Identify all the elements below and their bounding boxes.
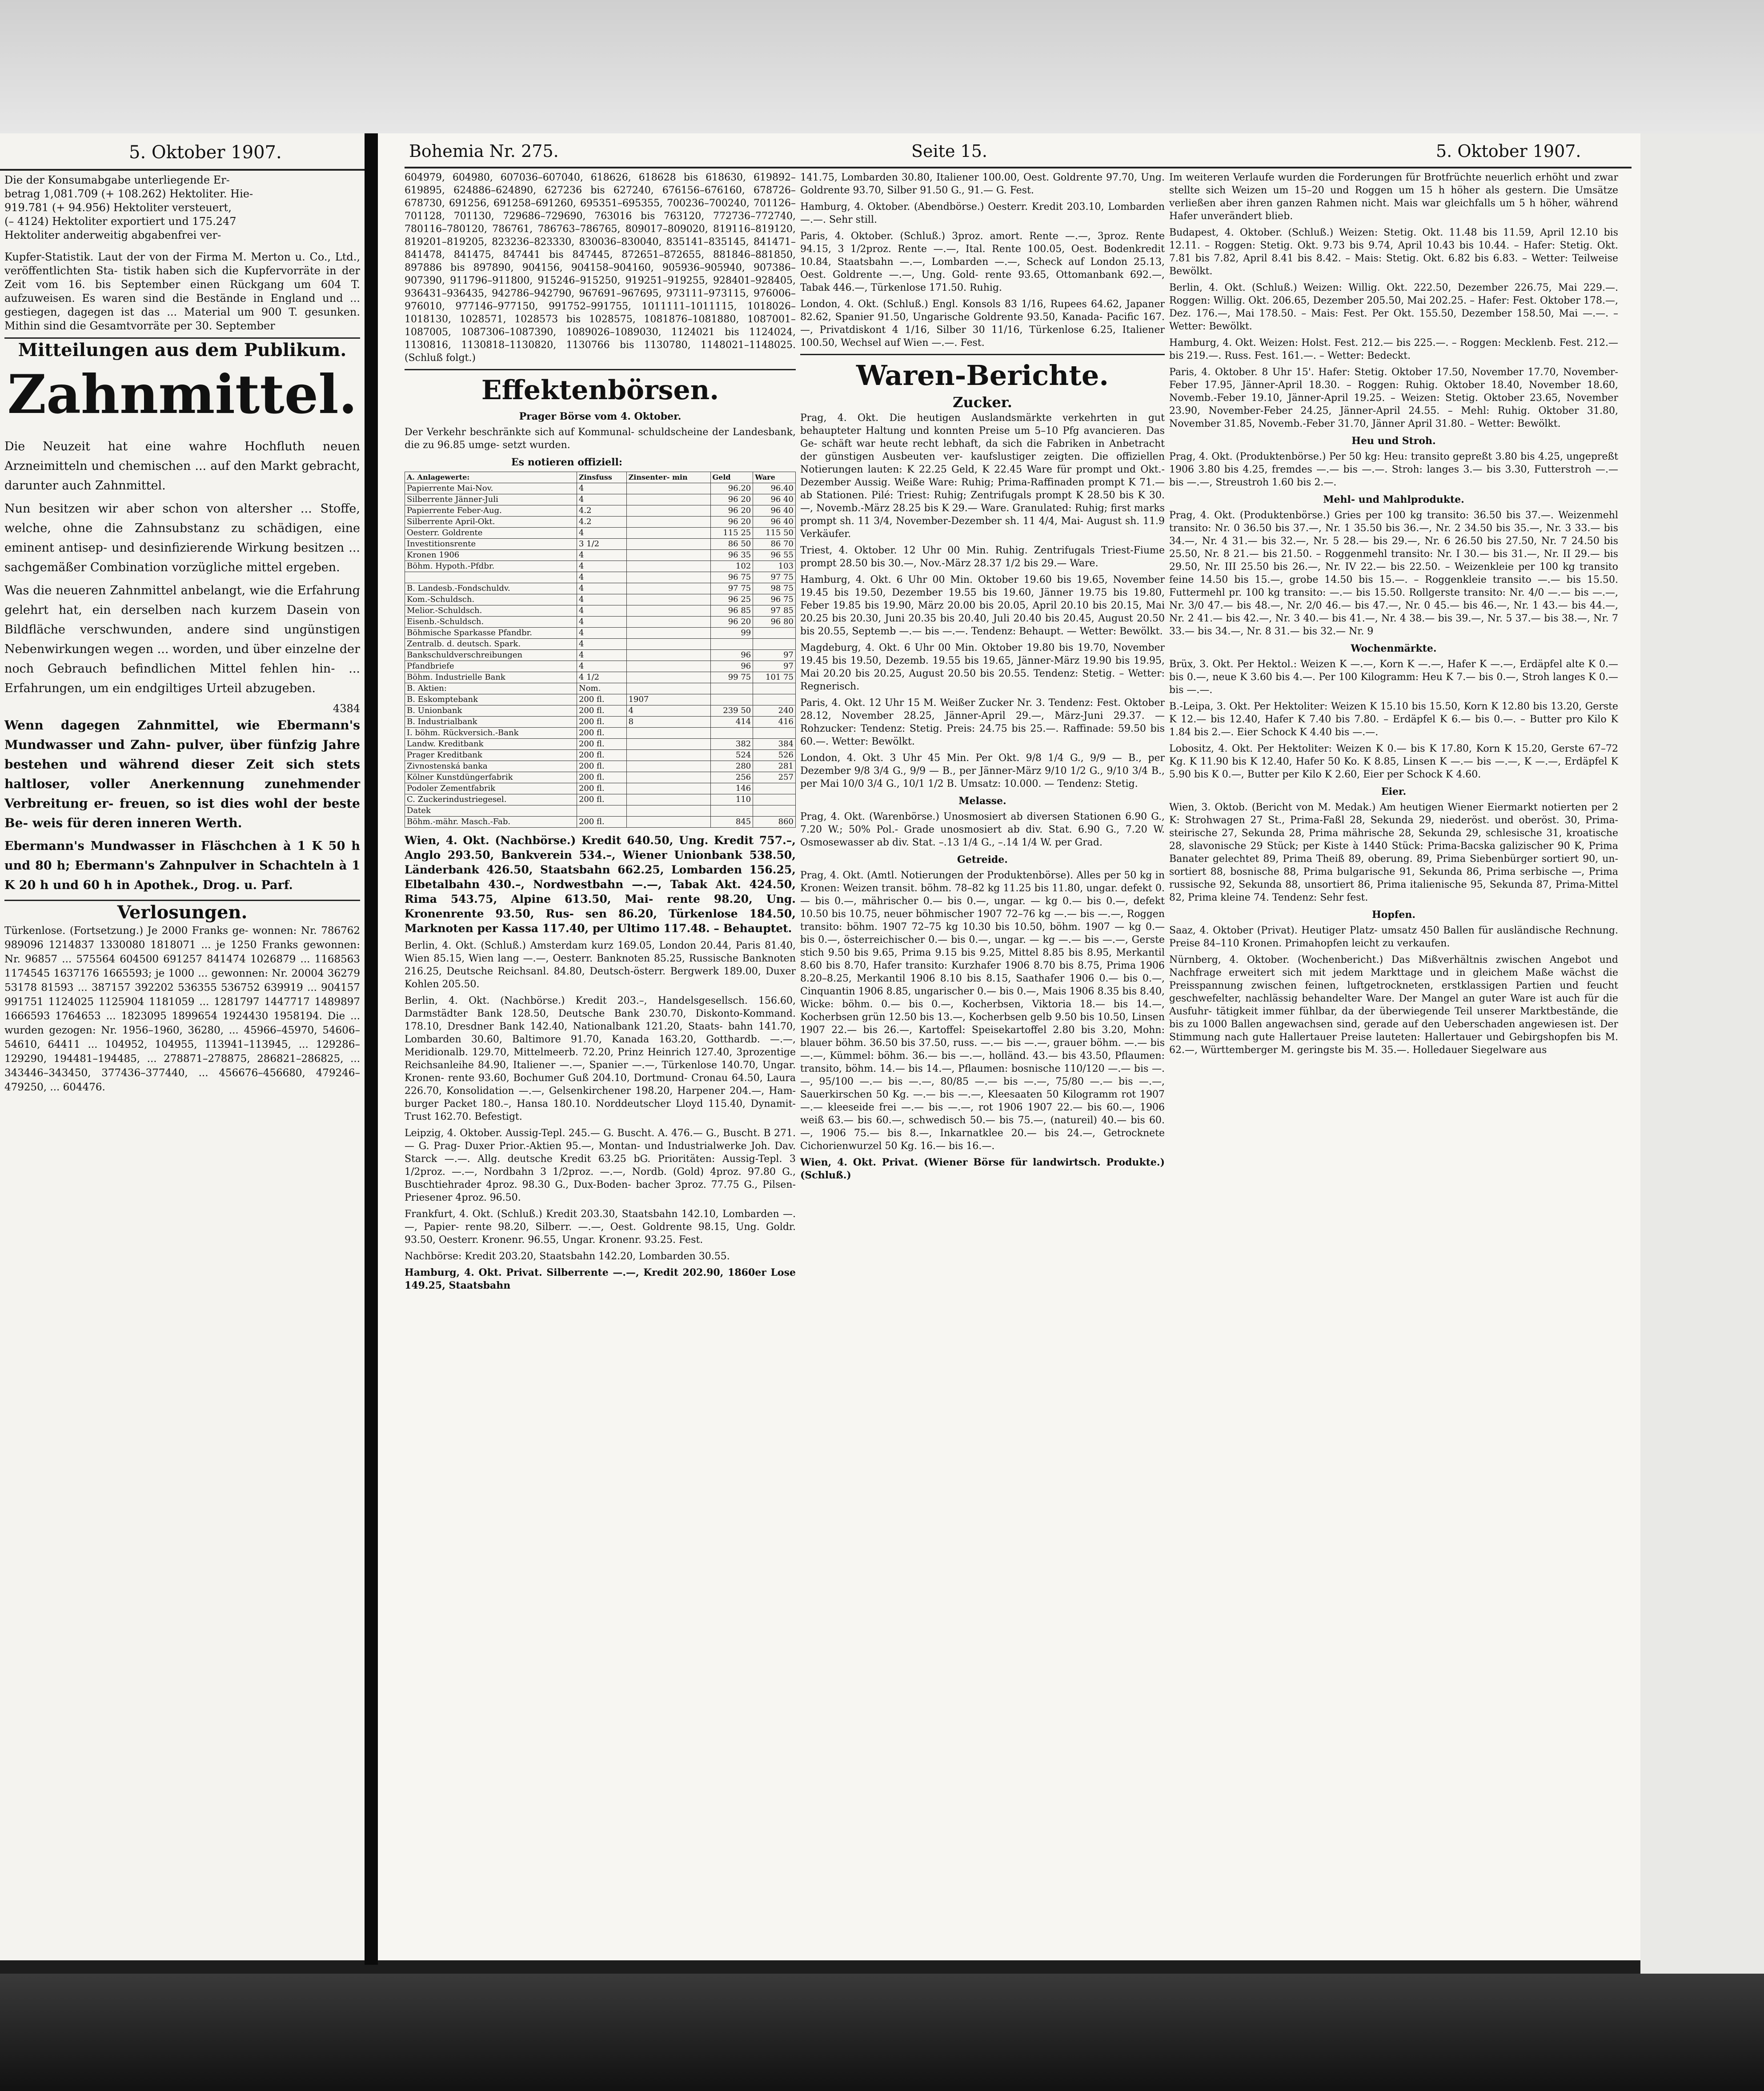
frankfurt-nachboerse: Nachbörse: Kredit 203.20, Staatsbahn 142.20, Lombarden 30.55. xyxy=(405,1251,730,1262)
section-divider xyxy=(4,337,360,339)
table-cell: 96 55 xyxy=(753,550,796,561)
hamburg-zucker: Hamburg, 4. Okt. 6 Uhr 00 Min. Oktober 19.60 bis 19.65, November 19.45 bis 19.50, Dezember 19.55 bis 19.60, Jänner 19.75 bis 19.80, Feber 19.85 bis 19.90, März 20.00 bis 20.05, April 20.10 bis 20.15, Mai 20.25 bis 20.30, Juni 20.35 bis 20.40, Juli 20.40 bis 20.45, August 20.50 bis 20.55, Septemb —.— bis —.—. Tendenz: Behaupt. — Wetter: Bewölkt. xyxy=(800,574,1165,637)
paris-zucker: Paris, 4. Okt. 12 Uhr 15 M. Weißer Zucker Nr. 3. Tendenz: Fest. Oktober 28.12, November 28.25, Jänner-April 29.—, März-Juni 29.37. — Rohzucker: Tendenz: Stetig. Preis: 24.75 bis 25.—. Raffinade: 59.50 bis 60.—. Wetter: Bewölkt. xyxy=(800,697,1165,747)
table-cell: 96.40 xyxy=(753,483,796,494)
table-cell: Böhmische Sparkasse Pfandbr. xyxy=(405,628,577,639)
table-cell: B. Landesb.-Fondschuldv. xyxy=(405,583,577,594)
page-header-center: Seite 15. xyxy=(911,141,987,161)
hamburg-privat: Hamburg, 4. Okt. Privat. Silberrente —.—, Kredit 202.90, 1860er Lose 149.25, Staatsbahn xyxy=(405,1267,796,1291)
table-cell: 200 fl. xyxy=(577,783,626,794)
table-cell: 4 xyxy=(577,494,626,505)
table-cell: B. Unionbank xyxy=(405,705,577,717)
table-cell: 200 fl. xyxy=(577,694,626,705)
leipa-report: B.-Leipa, 3. Okt. Per Hektoliter: Weizen K 15.10 bis 15.50, Korn K 12.80 bis 13.20, Gerste K 12.— bis 12.40, Hafer K 7.40 bis 7.80. – Erdäpfel K 6.— bis 0.—. – Butter pro Kilo K 1.84 bis 2.—. Eier Schock K 4.40 bis —.—. xyxy=(1169,701,1618,738)
column-3 xyxy=(1169,171,1618,1060)
table-cell xyxy=(626,494,710,505)
table-row xyxy=(405,628,796,639)
table-cell: Papierrente Mai-Nov. xyxy=(405,483,577,494)
table-cell xyxy=(626,661,710,672)
table-row xyxy=(405,517,796,528)
berlin-nachboerse: Berlin, 4. Okt. (Nachbörse.) Kredit 203.–, Handelsgesellsch. 156.60, Darmstädter Bank 128.50, Deutsche Bank 230.70, Diskonto-Kommand. 178.10, Dresdner Bank 142.40, Nationalbank 121.20, Staats- bahn 141.70, Lombarden 30.60, Baltimore 91.70, Kanada 163.20, Gotthardb. —.—, Meridionalb. 129.70, Mittelmeerb. 72.20, Prinz Heinrich 127.40, 3prozentige Reichsanleihe 84.90, Italiener —.—, Spanier —.—, Türkenlose 140.70, Ungar. Kronen- rente 93.60, Bochumer Guß 204.10, Dortmund- Cronau 64.50, Laura 226.70, Konsolidation —.—, Gelsenkirchener 198.20, Harpener 204.—, Ham- burger Packet 180.–, Hansa 180.10. Norddeutscher Lloyd 115.40, Dynamit-Trust 162.70. Befestigt. xyxy=(405,995,796,1122)
table-cell: 240 xyxy=(753,705,796,717)
table-cell: Kronen 1906 xyxy=(405,550,577,561)
table-row xyxy=(405,794,796,805)
table-cell: Zivnostenská banka xyxy=(405,761,577,772)
table-row xyxy=(405,817,796,828)
table-cell: 4 xyxy=(577,583,626,594)
intro-line: betrag 1,081.709 (+ 108.262) Hektoliter. Hie- xyxy=(4,188,253,200)
table-cell: 96.20 xyxy=(710,483,753,494)
table-cell: 382 xyxy=(710,739,753,750)
table-cell: 4 xyxy=(577,661,626,672)
waren-berichte-title: Waren-Berichte. xyxy=(856,359,1109,392)
header-rule xyxy=(0,169,365,171)
mehl-report: Prag, 4. Okt. (Produktenbörse.) Gries per 100 kg transito: 36.50 bis 37.—. Weizenmehl transito: Nr. 0 36.50 bis 37.—, Nr. 1 35.50 bis 36.—, Nr. 2 34.50 bis 35.—, Nr. 3 33.— bis 34.—, Nr. 4 31.— bis 32.—, Nr. 5 28.— bis 29.—, Nr. 6 26.50 bis 27.50, Nr. 7 24.50 bis 25.50, Nr. 8 21.— bis 21.50. – Roggenmehl transito: Nr. I 30.— bis 31.—, Nr. II 29.— bis 29.50, Nr. III 25.50 bis 26.—, Nr. IV 22.— bis 22.50. – Weizenkleie per 100 kg transito feine 14.50 bis 15.—, grobe 14.50 bis 15.—. – Roggenkleie transito —.— bis 15.50. Futtermehl pr. 100 kg transito: —.— bis 15.50. Rollgerste transito: Nr. 4/0 —.— bis —.—, Nr. 3/0 47.— bis 48.—, Nr. 2/0 46.— bis 47.—, Nr. 0 45.— bis 46.—, Nr. 1 43.— bis 44.—, Nr. 2 41.— bis 42.—, Nr. 3 40.— bis 41.—, Nr. 4 38.— bis 39.—, Nr. 5 37.— bis 38.—, Nr. 7 33.— bis 34.—, Nr. 8 31.— bis 32.— Nr. 9 xyxy=(1169,510,1618,637)
table-cell: 146 xyxy=(710,783,753,794)
table-cell xyxy=(710,639,753,650)
table-cell xyxy=(626,594,710,605)
securities-table xyxy=(405,472,796,828)
table-row xyxy=(405,605,796,617)
eier-report: Wien, 3. Oktob. (Bericht von M. Medak.) Am heutigen Wiener Eiermarkt notierten per 2 K: Strohwagen 27 St., Prima-Faßl 28, Sekunda 29, niederöst. und oberöst. 30, Prima-steirische 27, Sekunda 28, Prima mährische 28, Sekunda 29, schlesische 31, kroatische 28, slavonische 29 Stück; per Kiste à 1440 Stück: Prima-Bacska galizischer 90 K, Prima Banater gelechtet 89, Prima Theiß 89, oberung. 89, Prima Siebenbürger sortiert 90, un- sortiert 88, bosnische 88, Prima bulgarische 91, Sekunda 86, Prima serbische —, Prima russische 92, Sekunda 88, unsortiert 86, Prima italienische 95, Sekunda 87, Prima-Mittel 82, Prima kleine 74. Tendenz: Sehr fest. xyxy=(1169,802,1618,903)
column-1 xyxy=(405,171,796,1296)
table-cell xyxy=(626,761,710,772)
market-continuation: Im weiteren Verlaufe wurden die Forderungen für Brotfrüchte neuerlich erhöht und zwar stellte sich Weizen um 15–20 und Roggen um 15 h höher als gestern. Die Umsätze verließen aber ihren ganzen Rahmen nicht. Mais war gleichfalls um 5 h höher, während Hafer unverändert blieb. xyxy=(1169,172,1618,222)
table-cell xyxy=(710,683,753,694)
table-cell: 96 75 xyxy=(753,594,796,605)
scan-background-top xyxy=(0,0,1764,133)
budapest-report: Budapest, 4. Oktober. (Schluß.) Weizen: Stetig. Okt. 11.48 bis 11.59, April 12.10 bis 12.11. – Roggen: Stetig. Okt. 9.73 bis 9.74, April 10.43 bis 10.44. – Hafer: Stetig. Okt. 7.81 bis 7.82, April 8.41 bis 8.42. – Mais: Stetig. Okt. 6.82 bis 6.83. – Wetter: Teilweise Bewölkt. xyxy=(1169,227,1618,277)
left-page-date: 5. Oktober 1907. xyxy=(129,142,282,163)
wien-produkte: Wien, 4. Okt. Privat. (Wiener Börse für landwirtsch. Produkte.) (Schluß.) xyxy=(800,1157,1165,1181)
heu-stroh-title: Heu und Stroh. xyxy=(1351,435,1436,447)
table-row xyxy=(405,483,796,494)
table-cell: 96 85 xyxy=(710,605,753,617)
table-cell xyxy=(626,505,710,517)
table-cell: 4 xyxy=(577,628,626,639)
lottery-numbers: 604979, 604980, 607036–607040, 618626, 618628 bis 618630, 619892–619895, 624886–624890, 627236 bis 627240, 676156–676160, 678726–678730, 691256, 691258–691260, 695351–695355, 700236–700240, 701126–701128, 701130, 729686–729690, 763016 bis 763120, 772736–772740, 780116–780120, 786761, 786763–786765, 809017–809020, 819116–819120, 819201–819205, 823236–823330, 830036–830040, 835141–835145, 841471–841478, 841475, 847441 bis 847445, 872651–872655, 881846–881850, 897886 bis 897890, 904156, 904158–904160, 905936–905940, 907386–907390, 911796–911800, 915246–915250, 919251–919255, 928401–928405, 936431–936435, 942786–942790, 967691–967695, 973111–973115, 976006–976010, 977146–977150, 991752–991755, 1011111–1011115, 1018026–1018130, 1028571, 1028573 bis 1028575, 1081876–1081880, 1087001–1087005, 1087306–1087390, 1089026–1089030, 1124021 bis 1124024, 1130816, 1130818–1130820, 1130766 bis 1130780, 1148021–1148025. (Schluß folgt.) xyxy=(405,172,796,364)
prag-zucker: Prag, 4. Okt. Die heutigen Auslandsmärkte verkehrten in gut behaupteter Haltung und konnten Preise um 5–10 Pfg avancieren. Das Ge- schäft war heute recht lebhaft, da sich die Fabriken in Anbetracht der günstigen Ausbeuten ver- kaufslustiger zeigten. Die offiziellen Notierungen lauten: K 22.25 Geld, K 22.45 Ware für prompt und Okt.-Dezember Aussig. Weiße Ware: Ruhig; Prima-Raffinaden prompt K 71.— ab Stationen. Pilé: Triest: Ruhig; Zentrifugals prompt K 28.50 bis K 30.—, Novemb.-März 28.25 bis K 29.— Ware. Granulated: Ruhig; first marks prompt sh. 11 3/4, November-Dezember sh. 11 4/4, Mai- August sh. 11.9 Verkäufer. xyxy=(800,413,1165,540)
table-cell: 96 80 xyxy=(753,617,796,628)
table-cell: 96 xyxy=(710,661,753,672)
table-cell xyxy=(753,794,796,805)
table-body xyxy=(405,483,796,828)
table-row xyxy=(405,617,796,628)
table-cell: 4 xyxy=(577,572,626,583)
table-cell: 4 xyxy=(577,483,626,494)
header-rule xyxy=(405,167,1632,168)
table-cell: B. Industrialbank xyxy=(405,717,577,728)
table-cell xyxy=(626,817,710,828)
table-cell xyxy=(753,628,796,639)
table-cell: 4 xyxy=(577,605,626,617)
table-cell: Bankschuldverschreibungen xyxy=(405,650,577,661)
lobositz-report: Lobositz, 4. Okt. Per Hektoliter: Weizen K 0.— bis K 17.80, Korn K 15.20, Gerste 67–72 Kg. K 11.90 bis K 12.40, Hafer 50 Ko. K 8.85, Linsen K —.— bis —.—, K —.—, Erdäpfel K 5.90 bis K 0.—, Butter per Kilo K 2.60, Eier per Schock K 4.60. xyxy=(1169,743,1618,780)
intro-line: 919.781 (+ 94.956) Hektoliter versteuert, xyxy=(4,201,232,214)
nuernberg-report: Nürnberg, 4. Oktober. (Wochenbericht.) Das Mißverhältnis zwischen Angebot und Nachfrage erweitert sich mit jedem Markttage und in gleichem Maße wächst die Preisspannung zwischen feinen, luftgetrockneten, erstklassigen Partien und feucht geschwefelter, nachlässig behandelter Ware. Der Mangel an guter Ware ist auch für die Ausfuhr- tätigkeit immer fühlbar, da der überwiegende Teil unserer Marktbestände, die bis zu 1000 Ballen angewachsen sind, gerade auf den Ueberschaden angewiesen ist. Der Stimmung nach gute Hallertauer Preise lauteten: Hallertauer und Gebirgshopfen bis M. 62.—, Württemberger M. geringste bis M. 35.—. Holledauer Siegelware aus xyxy=(1169,954,1618,1056)
table-row xyxy=(405,739,796,750)
table-cell: C. Zuckerindustriegesel. xyxy=(405,794,577,805)
table-cell xyxy=(710,805,753,817)
table-cell xyxy=(626,572,710,583)
verlosungen-text: Türkenlose. (Fortsetzung.) Je 2000 Franks ge- wonnen: Nr. 786762 989096 1214837 1330080 1818071 ... je 1250 Franks gewonnen: Nr. 96857 ... 575564 604500 691257 841474 1026879 ... 1168563 1174545 1637176 1665593; je 1000 ... gewonnen: Nr. 20004 36279 53178 81593 ... 387157 392202 536355 536752 639919 ... 904157 991751 1124025 1125904 1181059 ... 1281797 1447717 1489897 1666593 1764653 ... 1823095 1899654 1924430 1958194. Die ... wurden gezogen: Nr. 1956–1960, 36280, ... 45966–45970, 54606–54610, 64411 ... 104952, 104955, 113941–113945, ... 129286–129290, 194481–194485, ... 278871–278875, 286821–286825, ... 343446–343450, 377436–377440, ... 456676–456680, 479246–479250, ... 604476. xyxy=(4,925,360,1093)
scan-background-bottom xyxy=(0,1974,1764,2091)
table-cell: 4 xyxy=(577,561,626,572)
triest-zucker: Triest, 4. Oktober. 12 Uhr 00 Min. Ruhig. Zentrifugals Triest-Fiume prompt 28.50 bis 30.—, Nov.-März 28.37 1/2 bis 29.— Ware. xyxy=(800,545,1165,569)
frankfurt-report: Frankfurt, 4. Okt. (Schluß.) Kredit 203.30, Staatsbahn 142.10, Lombarden —.—, Papier- rente 98.20, Silberr. —.—, Oest. Goldrente 98.15, Ung. Goldr. 93.50, Oesterr. Kronenr. 96.55, Ungar. Kronenr. 93.25. Fest. xyxy=(405,1209,796,1246)
page-header-left: Bohemia Nr. 275. xyxy=(409,141,559,161)
table-row xyxy=(405,550,796,561)
verlosungen-title: Verlosungen. xyxy=(117,902,248,923)
table-cell: 239 50 xyxy=(710,705,753,717)
table-cell xyxy=(626,628,710,639)
ad-paragraph: Nun besitzen wir aber schon von altersher ... Stoffe, welche, ohne die Zahnsubstanz zu schädigen, eine eminent antisep- und desinfizierende Wirkung besitzen ... sachgemäßer Combination vorzügliche mittel ergeben. xyxy=(4,502,360,574)
table-row xyxy=(405,583,796,594)
table-cell: 97 75 xyxy=(710,583,753,594)
table-cell: 4 1/2 xyxy=(577,672,626,683)
right-newspaper-page xyxy=(378,133,1640,1960)
table-row xyxy=(405,505,796,517)
table-cell: B. Eskomptebank xyxy=(405,694,577,705)
left-page-column xyxy=(4,173,360,1098)
melasse-report: Prag, 4. Okt. (Warenbörse.) Unosmosiert ab diversen Stationen 6.90 G., 7.20 W.; 50% Pol.- Grade unosmosiert ab div. Stat. 6.90 G., 7.20 W. Osmosewasser ab div. Stat. –.13 1/4 G., –.14 1/4 W. per Grad. xyxy=(800,811,1165,848)
table-cell: 845 xyxy=(710,817,753,828)
table-cell: 524 xyxy=(710,750,753,761)
table-cell: 281 xyxy=(753,761,796,772)
table-cell: 110 xyxy=(710,794,753,805)
next-page-edge xyxy=(1640,133,1764,1974)
table-header-row xyxy=(405,472,796,483)
table-cell: 200 fl. xyxy=(577,817,626,828)
table-cell xyxy=(710,728,753,739)
table-cell: 4.2 xyxy=(577,517,626,528)
table-cell xyxy=(626,683,710,694)
ad-paragraph: Die Neuzeit hat eine wahre Hochfluth neuen Arzneimitteln und chemischen ... auf den Markt gebracht, darunter auch Zahnmittel. xyxy=(4,440,360,493)
book-gutter xyxy=(365,133,378,1965)
table-cell xyxy=(626,739,710,750)
table-cell xyxy=(626,650,710,661)
table-cell: 96 xyxy=(710,650,753,661)
london-zucker: London, 4. Okt. 3 Uhr 45 Min. Per Okt. 9/8 1/4 G., 9/9 — B., per Dezember 9/8 3/4 G., 9/9 — B., per Jänner-März 9/10 1/2 G., 9/10 3/4 B., per Mai 10/0 3/4 G., 10/1 1/2 B. Umsatz: 10.000. — Tendenz: Stetig. xyxy=(800,753,1165,789)
table-cell xyxy=(753,694,796,705)
table-cell: 97 xyxy=(753,650,796,661)
table-cell: 384 xyxy=(753,739,796,750)
es-notieren-label: Es notieren offiziell: xyxy=(511,457,623,468)
table-cell: 4 xyxy=(626,705,710,717)
table-cell: 526 xyxy=(753,750,796,761)
table-cell: 200 fl. xyxy=(577,761,626,772)
table-cell: 1907 xyxy=(626,694,710,705)
table-cell: 96 40 xyxy=(753,517,796,528)
table-row xyxy=(405,528,796,539)
table-header-cell: Zinsfuss xyxy=(577,472,626,483)
table-cell xyxy=(626,772,710,783)
table-cell: 416 xyxy=(753,717,796,728)
section-divider xyxy=(405,369,796,370)
table-cell: Eisenb.-Schuldsch. xyxy=(405,617,577,628)
table-cell xyxy=(626,617,710,628)
table-cell: 4 xyxy=(577,528,626,539)
hamburg-abendboerse: Hamburg, 4. Oktober. (Abendbörse.) Oesterr. Kredit 203.10, Lombarden —.—. Sehr still. xyxy=(800,201,1165,225)
heu-report: Prag, 4. Okt. (Produktenbörse.) Per 50 kg: Heu: transito gepreßt 3.80 bis 4.25, ungepreßt 1906 3.80 bis 4.25, fremdes —.— bis —.—. Stroh: langes 3.— bis 3.30, Futterstroh —.— bis —.—, Streustroh 1.60 bis 2.—. xyxy=(1169,451,1618,488)
table-cell xyxy=(577,805,626,817)
table-cell: 96 20 xyxy=(710,517,753,528)
table-cell xyxy=(626,728,710,739)
table-row xyxy=(405,772,796,783)
column-2 xyxy=(800,171,1165,1186)
table-cell: Zentralb. d. deutsch. Spark. xyxy=(405,639,577,650)
hopfen-title: Hopfen. xyxy=(1372,909,1415,921)
table-cell xyxy=(626,517,710,528)
table-cell: 200 fl. xyxy=(577,772,626,783)
table-cell: Nom. xyxy=(577,683,626,694)
table-cell: 200 fl. xyxy=(577,705,626,717)
intro-line: Hektoliter anderweitig abgabenfrei ver- xyxy=(4,229,221,241)
kupfer-statistik: Kupfer-Statistik. Laut der von der Firma M. Merton u. Co., Ltd., veröffentlichten Sta- tistik haben sich die Kupfervorräte in der Zeit vom 16. bis September einen Rückgang um 604 T. aufzuweisen. Es waren sind die Bestände in England und ... gestiegen, dagegen ist das ... Material um 900 T. gesunken. Mithin sind die Gesamtvorräte per 30. September xyxy=(4,251,360,332)
table-cell: 200 fl. xyxy=(577,717,626,728)
table-cell: Prager Kreditbank xyxy=(405,750,577,761)
table-cell: 102 xyxy=(710,561,753,572)
section-divider xyxy=(800,354,1165,355)
table-cell: Podoler Zementfabrik xyxy=(405,783,577,794)
table-row xyxy=(405,761,796,772)
table-header-cell: A. Anlagewerte: xyxy=(405,472,577,483)
table-cell: Oesterr. Goldrente xyxy=(405,528,577,539)
leipzig-report: Leipzig, 4. Oktober. Aussig-Tepl. 245.— G. Buscht. A. 476.— G., Buscht. B 271.— G. Prag- Duxer Prior.-Aktien 95.—, Montan- und Industrialwerke Joh. Dav. Starck —.—. Allg. deutsche Kredit 63.25 bG. Prioritäten: Aussig-Tepl. 3 1/2proz. —.—, Nordbahn 3 1/2proz. —.—, Nordb. (Gold) 4proz. 97.80 G., Buschtiehrader 4proz. 98.30 G., Dux-Boden- bacher 3proz. 77.75 G., Pilsen-Priesener 4proz. 96.50. xyxy=(405,1128,796,1203)
table-cell: 86 70 xyxy=(753,539,796,550)
report-continuation: 141.75, Lombarden 30.80, Italiener 100.00, Oest. Goldrente 97.70, Ung. Goldrente 93.70, Silber 91.50 G., 91.— G. Fest. xyxy=(800,172,1165,196)
table-cell: 96 20 xyxy=(710,505,753,517)
table-cell xyxy=(626,805,710,817)
table-cell: 115 25 xyxy=(710,528,753,539)
table-cell: 860 xyxy=(753,817,796,828)
table-cell: 8 xyxy=(626,717,710,728)
section-title-publikum: Mitteilungen aus dem Publikum. xyxy=(18,340,347,361)
table-cell: 99 75 xyxy=(710,672,753,683)
getreide-report: Prag, 4. Okt. (Amtl. Notierungen der Produktenbörse). Alles per 50 kg in Kronen: Weizen transit. böhm. 78–82 kg 11.25 bis 11.80, ungar. defekt 0.— bis 0.—, mährischer 0.— bis 0.—, ungar. — kg 0.— bis 0.—, defekt 10.50 bis 10.75, neuer böhmischer 1907 72–76 kg —.— bis —.—, Roggen transito: böhm. 1907 72–75 kg 10.30 bis 10.50, böhm. 1907 — kg 0.— bis 0.—, österreichischer 0.— bis 0.—, ungar. — kg —.— bis —.—, Gerste stich 9.50 bis 9.65, Prima 9.15 bis 9.25, Mittel 8.85 bis 8.95, Merkantil 8.60 bis 8.70, Hafer transito: Kurzhafer 1906 8.70 bis 8.75, Prima 1906 8.20–8.25, Merkantil 1906 8.10 bis 8.15, Saathafer 1906 0.— bis 0.—, Cinquantin 1906 8.85, ungarischer 0.— bis 0.—, Mais 1906 8.35 bis 8.40, Wicke: böhm. 0.— bis 0.—, Kocherbsen, Viktoria 18.— bis 14.—, Kocherbsen grün 12.50 bis 13.—, Kocherbsen gelb 9.50 bis 10.50, Linsen 1907 22.— bis 26.—, Kartoffel: Speisekartoffel 2.80 bis 3.20, Mohn: blauer böhm. 36.50 bis 37.50, russ. —.— bis —.—, grauer böhm. —.— bis —.—, Kümmel: böhm. 36.— bis —.—, holländ. 43.— bis 43.50, Pflaumen: transito, böhm. 14.— bis 14.—, Pflaumen: bosnische 110/120 —.— bis —.—, 95/100 —.— bis —.—, 80/85 —.— bis —.—, 75/80 —.— bis —.—, Sauerkirschen 50 Kg. —.— bis —.—, Kleesaaten 50 Kilogramm rot 1907 —.— kleeseide frei —.— bis —.—, rot 1906 1907 22.— bis 60.—, 1906 weiß 63.— bis 60.—, schwedisch 50.— bis 75.—, (natureil) 40.— bis 60.—, 1906 75.— bis 8.—, Inkarnatklee 20.— bis 24.—, Getrocknete Cichorienwurzel 50 Kg. 16.— bis 16.—. xyxy=(800,870,1165,1152)
table-cell: Kölner Kunstdüngerfabrik xyxy=(405,772,577,783)
table-cell xyxy=(626,794,710,805)
table-cell: 103 xyxy=(753,561,796,572)
ad-bold-claim: Wenn dagegen Zahnmittel, wie Ebermann's Mundwasser und Zahn- pulver, über fünfzig Jahre bestehen und während dieser Zeit sich stets haltloser, voller Anerkennung zunehmender Verbreitung er- freuen, so ist dies wohl der beste Be- weis für deren inneren Werth. xyxy=(4,718,360,830)
table-cell: Datek xyxy=(405,805,577,817)
prager-boerse-text: Der Verkehr beschränkte sich auf Kommunal- schuldscheine der Landesbank, die zu 96.85 umge- setzt wurden. xyxy=(405,427,796,451)
table-cell: 4 xyxy=(577,650,626,661)
table-cell: Landw. Kreditbank xyxy=(405,739,577,750)
table-cell: 97 75 xyxy=(753,572,796,583)
table-cell xyxy=(753,805,796,817)
table-cell xyxy=(626,750,710,761)
table-cell xyxy=(626,528,710,539)
table-cell: 200 fl. xyxy=(577,750,626,761)
prager-boerse-line: Prager Börse vom 4. Oktober. xyxy=(519,411,682,422)
table-cell: Melior.-Schuldsch. xyxy=(405,605,577,617)
table-cell: 96 25 xyxy=(710,594,753,605)
table-row xyxy=(405,672,796,683)
table-cell xyxy=(626,583,710,594)
eier-title: Eier. xyxy=(1381,786,1407,797)
mehl-title: Mehl- und Mahlprodukte. xyxy=(1323,494,1464,505)
table-cell xyxy=(626,783,710,794)
beer-statistics xyxy=(4,173,360,242)
table-cell: 414 xyxy=(710,717,753,728)
table-cell: 200 fl. xyxy=(577,794,626,805)
table-cell xyxy=(753,639,796,650)
table-cell: 98 75 xyxy=(753,583,796,594)
table-cell: 257 xyxy=(753,772,796,783)
table-cell: 115 50 xyxy=(753,528,796,539)
table-row xyxy=(405,650,796,661)
table-cell xyxy=(753,728,796,739)
intro-line: Die der Konsumabgabe unterliegende Er- xyxy=(4,174,230,186)
table-cell: Böhm. Hypoth.-Pfdbr. xyxy=(405,561,577,572)
table-cell: 200 fl. xyxy=(577,728,626,739)
table-row xyxy=(405,750,796,761)
table-row xyxy=(405,661,796,672)
table-row xyxy=(405,683,796,694)
table-cell: Investitionsrente xyxy=(405,539,577,550)
table-cell: 97 xyxy=(753,661,796,672)
table-cell xyxy=(626,639,710,650)
table-cell: Kom.-Schuldsch. xyxy=(405,594,577,605)
table-cell: B. Aktien: xyxy=(405,683,577,694)
table-row xyxy=(405,494,796,505)
table-row xyxy=(405,717,796,728)
ad-number: 4384 xyxy=(333,702,360,715)
table-cell xyxy=(626,483,710,494)
table-cell xyxy=(710,694,753,705)
table-header-cell: Ware xyxy=(753,472,796,483)
table-cell: 256 xyxy=(710,772,753,783)
brux-report: Brüx, 3. Okt. Per Hektol.: Weizen K —.—, Korn K —.—, Hafer K —.—, Erdäpfel alte K 0.— bis 0.—, neue K 3.60 bis 4.—. Per 100 Kilogramm: Heu K 7.— bis 0.—, Stroh langes K 0.— bis —.—. xyxy=(1169,659,1618,696)
table-cell: 99 xyxy=(710,628,753,639)
effektenboersen-title: Effektenbörsen. xyxy=(481,375,719,406)
table-cell xyxy=(405,572,577,583)
table-row xyxy=(405,639,796,650)
zucker-title: Zucker. xyxy=(953,394,1012,411)
table-cell xyxy=(626,550,710,561)
table-cell: 200 fl. xyxy=(577,739,626,750)
london-schluss: London, 4. Okt. (Schluß.) Engl. Konsols 83 1/16, Rupees 64.62, Japaner 82.62, Spanier 91.50, Ungarische Goldrente 93.50, Kanada- Pacific 167.—, Privatdiskont 4 1/16, Silber 30 11/16, Türkenlose 6.25, Italiener 100.50, Wechsel auf Wien —.—. Fest. xyxy=(800,299,1165,348)
paris-getreide: Paris, 4. Oktober. 8 Uhr 15'. Hafer: Stetig. Oktober 17.50, November 17.70, November-Feber 17.95, Jänner-April 18.30. – Roggen: Ruhig. Oktober 18.40, November 18.60, Novemb.-Feber 19.10, Jänner-April 19.25. – Weizen: Stetig. Oktober 23.65, November 23.90, November-Feber 24.25, Jänner-April 24.55. – Mehl: Ruhig. Oktober 31.80, November 31.85, Novemb.-Feber 31.70, Jänner April 31.80. – Wetter: Bewölkt. xyxy=(1169,367,1618,429)
table-row xyxy=(405,561,796,572)
left-newspaper-page xyxy=(0,133,365,1960)
table-row xyxy=(405,728,796,739)
ad-price-text: Ebermann's Mundwasser in Fläschchen à 1 K 50 h und 80 h; Ebermann's Zahnpulver in Schachteln à 1 K 20 h und 60 h in Apothek., Drog. u. Parf. xyxy=(4,839,360,892)
table-row xyxy=(405,572,796,583)
getreide-title: Getreide. xyxy=(957,854,1008,865)
paris-schluss: Paris, 4. Oktober. (Schluß.) 3proz. amort. Rente —.—, 3proz. Rente 94.15, 3 1/2proz. Rente —.—, Ital. Rente 100.05, Oest. Bodenkredit 10.84, Staatsbahn —.—, Lombarden —.—, Scheck auf London 25.13, Oest. Goldrente —.—, Ung. Gold- rente 93.65, Ottomanbank 692.—, Tabak 446.—, Türkenlose 171.50. Ruhig. xyxy=(800,231,1165,293)
melasse-title: Melasse. xyxy=(958,795,1006,807)
table-cell: 96 20 xyxy=(710,617,753,628)
table-cell: 101 75 xyxy=(753,672,796,683)
table-cell: 97 85 xyxy=(753,605,796,617)
hamburg-getreide: Hamburg, 4. Okt. Weizen: Holst. Fest. 212.— bis 225.—. – Roggen: Mecklenb. Fest. 212.— bis 219.—. Russ. Fest. 161.—. – Wetter: Bedeckt. xyxy=(1169,337,1618,361)
table-cell xyxy=(753,783,796,794)
table-cell: 96 35 xyxy=(710,550,753,561)
table-cell: 86 50 xyxy=(710,539,753,550)
page-header-right: 5. Oktober 1907. xyxy=(1436,141,1581,161)
table-cell: 280 xyxy=(710,761,753,772)
table-cell: Silberrente Jänner-Juli xyxy=(405,494,577,505)
table-cell: 96 20 xyxy=(710,494,753,505)
table-cell: 96 75 xyxy=(710,572,753,583)
table-header-cell: Zinsenter- min xyxy=(626,472,710,483)
saaz-report: Saaz, 4. Oktober (Privat). Heutiger Platz- umsatz 450 Ballen für ausländische Rechnung. Preise 84–110 Kronen. Primahopfen leicht zu verkaufen. xyxy=(1169,925,1618,949)
wien-nachboerse: Wien, 4. Okt. (Nachbörse.) Kredit 640.50, Ung. Kredit 757.–, Anglo 293.50, Bankverein 534.–, Wiener Unionbank 538.50, Länderbank 426.50, Staatsbahn 662.25, Lombarden 156.25, Elbetalbahn 430.–, Nordwestbahn —.—, Tabak Akt. 424.50, Rima 543.75, Alpine 613.50, Mai- rente 98.20, Ung. Kronenrente 93.50, Rus- sen 86.20, Türkenlose 184.50, Marknoten per Kassa 117.40, per Ultimo 117.48. – Behauptet. xyxy=(405,834,796,935)
table-row xyxy=(405,705,796,717)
section-divider xyxy=(4,900,360,901)
table-cell xyxy=(753,683,796,694)
table-cell: 96 40 xyxy=(753,494,796,505)
table-cell: 4 xyxy=(577,550,626,561)
table-cell: 4 xyxy=(577,639,626,650)
table-row xyxy=(405,539,796,550)
table-cell: Pfandbriefe xyxy=(405,661,577,672)
table-cell xyxy=(626,539,710,550)
magdeburg-zucker: Magdeburg, 4. Okt. 6 Uhr 00 Min. Oktober 19.80 bis 19.70, November 19.45 bis 19.50, Dezemb. 19.55 bis 19.65, Jänner-März 19.90 bis 19.95, Mai 20.20 bis 20.25, August 20.50 bis 20.55. Tendenz: Stetig. – Wetter: Regnerisch. xyxy=(800,642,1165,692)
table-row xyxy=(405,805,796,817)
table-cell: Böhm.-mähr. Masch.-Fab. xyxy=(405,817,577,828)
table-cell xyxy=(626,672,710,683)
table-cell: Böhm. Industrielle Bank xyxy=(405,672,577,683)
table-row xyxy=(405,783,796,794)
table-cell: 4.2 xyxy=(577,505,626,517)
table-cell: 96 40 xyxy=(753,505,796,517)
table-cell: I. böhm. Rückversich.-Bank xyxy=(405,728,577,739)
berlin-getreide: Berlin, 4. Okt. (Schluß.) Weizen: Willig. Okt. 222.50, Dezember 226.75, Mai 229.—. Roggen: Willig. Okt. 206.65, Dezember 205.50, Mai 202.25. – Hafer: Fest. Oktober 178.—, Dez. 176.—, Mai 178.50. – Mais: Fest. Per Okt. 155.50, Dezember 158.50, Mai —.—. – Wetter: Bewölkt. xyxy=(1169,282,1618,332)
table-cell: 4 xyxy=(577,594,626,605)
table-cell xyxy=(626,561,710,572)
ad-title-zahnmittel: Zahnmittel. xyxy=(7,363,357,426)
table-header-cell: Geld xyxy=(710,472,753,483)
ad-paragraph: Was die neueren Zahnmittel anbelangt, wie die Erfahrung gelehrt hat, ein derselben nach kurzem Dasein von Bildfläche verschwunden, andere sind ungünstigen Nebenwirkungen wegen ... worden, und über einzelne der noch Gebrauch befindlichen Mittel fehlen hin- ... Erfahrungen, um ein endgiltiges Urteil abzugeben. xyxy=(4,584,360,695)
wochenmaerkte-title: Wochenmärkte. xyxy=(1351,643,1437,654)
table-cell: 3 1/2 xyxy=(577,539,626,550)
table-row xyxy=(405,694,796,705)
intro-line: (– 4124) Hektoliter exportiert und 175.247 xyxy=(4,215,237,228)
table-cell: Silberrente April-Okt. xyxy=(405,517,577,528)
table-cell: Papierrente Feber-Aug. xyxy=(405,505,577,517)
table-cell: 4 xyxy=(577,617,626,628)
table-row xyxy=(405,594,796,605)
table-cell xyxy=(626,605,710,617)
berlin-schluss: Berlin, 4. Okt. (Schluß.) Amsterdam kurz 169.05, London 20.44, Paris 81.40, Wien 85.15, Wien lang —.—, Oesterr. Banknoten 85.25, Russische Banknoten 216.25, Deutsche Reichsanl. 84.80, Deutsch-österr. Bergwerk 189.00, Duxer Kohlen 205.50. xyxy=(405,940,796,990)
